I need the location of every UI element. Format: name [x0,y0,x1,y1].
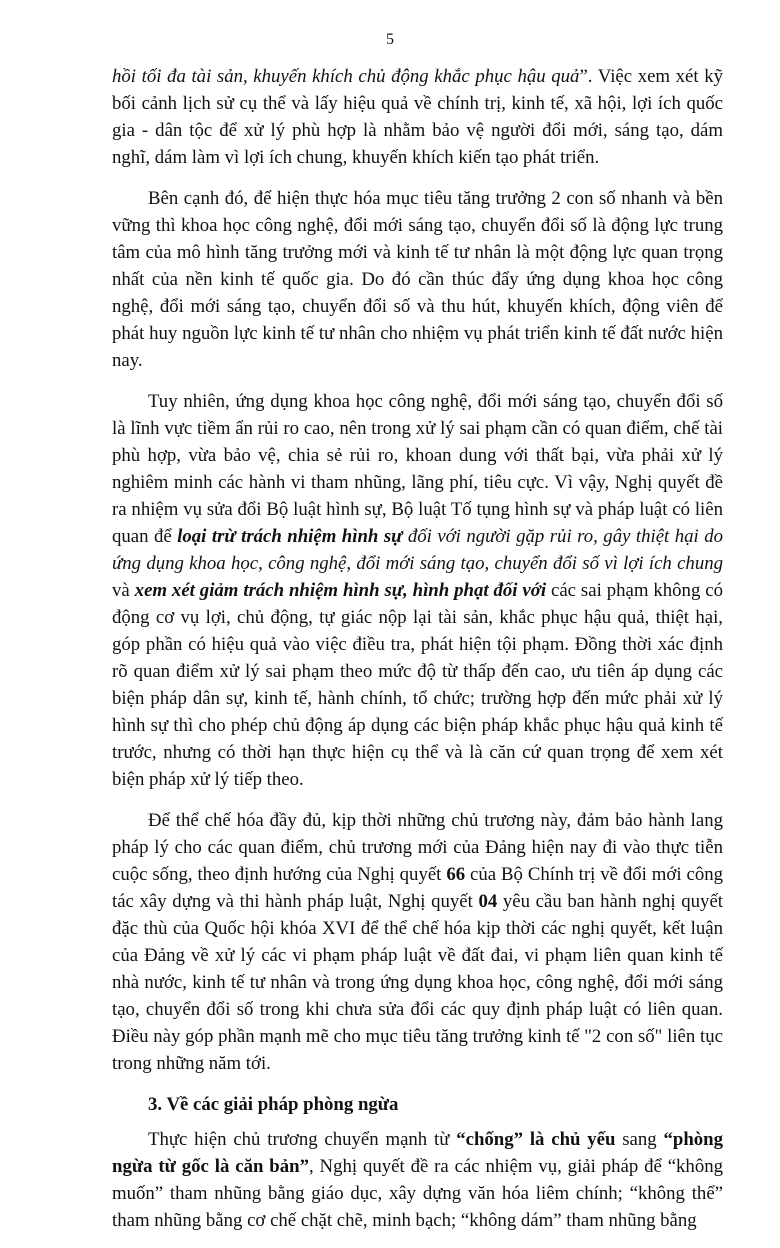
paragraph-5-text-2: sang [615,1129,664,1150]
paragraph-1-text: ”. Việc xem xét kỹ bối cảnh lịch sử cụ thể và lấy hiệu quả về chính trị, kinh tế, xã hội, lợi ích quốc gia - dân tộc để xử lý phù hợp là nhằm bảo vệ người đổi mới, sáng tạo, dám nghĩ, dám làm vì lợi ích chung, khuyến khích kiến tạo phát triển. [112,66,723,168]
paragraph-4-text-1: Để thể chế hóa đầy đủ, kịp thời những chủ trương này, đảm bảo hành lang pháp lý cho các quan điểm, chủ trương mới của Đảng hiện nay đi vào thực tiễn cuộc sống, theo định hướng của Nghị quyết [112,810,723,885]
paragraph-5-text-1: Thực hiện chủ trương chuyển mạnh từ [148,1129,457,1150]
paragraph-2: Bên cạnh đó, để hiện thực hóa mục tiêu tăng trưởng 2 con số nhanh và bền vững thì khoa học công nghệ, đổi mới sáng tạo, chuyển đổi số là động lực trung tâm của mô hình tăng trưởng mới và kinh tế tư nhân là một động lực quan trọng nhất của nền kinh tế quốc gia. Do đó cần thúc đẩy ứng dụng khoa học công nghệ, đổi mới sáng tạo, chuyển đổi số và thu hút, khuyến khích, động viên để phát huy nguồn lực kinh tế tư nhân cho nhiệm vụ phát triển kinh tế đất nước hiện nay. [112,188,723,371]
paragraph-5-bold-1: “chống” là chủ yếu [456,1129,616,1150]
section-heading-3: 3. Về các giải pháp phòng ngừa [148,1094,399,1115]
paragraph-4-text-3: yêu cầu ban hành nghị quyết đặc thù của Quốc hội khóa XVI để thể chế hóa kịp thời các nghị quyết, kết luận của Đảng về xử lý các vi phạm pháp luật về đất đai, vi phạm liên quan kinh tế nhà nước, kinh tế tư nhân và trong ứng dụng khoa học, công nghệ, đổi mới sáng tạo, chuyển đổi số trong khi chưa sửa đổi các quy định pháp luật có liên quan. Điều này góp phần mạnh mẽ cho mục tiêu tăng trưởng kinh tế "2 con số" liên tục trong những năm tới. [112,891,724,1074]
page-number: 5 [386,31,394,48]
paragraph-3-text-2: và [112,580,135,601]
paragraph-1 [112,63,723,171]
paragraph-4-bold-2: 04 [478,891,498,912]
paragraph-5-bold-2: “phòng ngừa từ gốc là căn bản” [112,1129,723,1177]
paragraph-5 [112,1126,723,1234]
paragraph-3-text-3: các sai phạm không có động cơ vụ lợi, chủ động, tự giác nộp lại tài sản, khắc phục hậu quả, thiệt hại, góp phần có hiệu quả vào việc điều tra, phát hiện tội phạm. Đồng thời xác định rõ quan điểm xử lý sai phạm theo mức độ từ thấp đến cao, ưu tiên áp dụng các biện pháp dân sự, kinh tế, hành chính, tổ chức; trường hợp đến mức phải xử lý hình sự thì cho phép chủ động áp dụng các biện pháp khắc phục hậu quả kinh tế trước, nhưng có thời hạn thực hiện cụ thể và là căn cứ quan trọng để xem xét biện pháp xử lý tiếp theo. [112,580,723,790]
paragraph-3 [112,388,723,793]
paragraph-4-text-2: của Bộ Chính trị về đổi mới công tác xây dựng và thi hành pháp luật, Nghị quyết [112,864,723,912]
paragraph-4 [112,807,723,1077]
paragraph-5-text-3: , Nghị quyết đề ra các nhiệm vụ, giải pháp để “không muốn” tham nhũng bằng giáo dục, xây dựng văn hóa liêm chính; “không thể” tham nhũng bằng cơ chế chặt chẽ, minh bạch; “không dám” tham nhũng bằng [112,1156,723,1231]
paragraph-3-italic-1: đối với người gặp rủi ro, gây thiệt hại do ứng dụng khoa học, công nghệ, đổi mới sáng tạo, chuyển đổi số vì lợi ích chung [112,526,723,574]
paragraph-3-text-1: Tuy nhiên, ứng dụng khoa học công nghệ, đổi mới sáng tạo, chuyển đổi số là lĩnh vực tiềm ẩn rủi ro cao, nên trong xử lý sai phạm cần có quan điểm, chế tài phù hợp, vừa bảo vệ, chia sẻ rủi ro, khoan dung với thất bại, vừa phải xử lý nghiêm minh các hành vi tham nhũng, lãng phí, tiêu cực. Vì vậy, Nghị quyết đề ra nhiệm vụ sửa đổi Bộ luật hình sự, Bộ luật Tố tụng hình sự và pháp luật có liên quan để [112,391,723,547]
body-text [112,63,723,1248]
paragraph-1-italic: hồi tối đa tài sản, khuyến khích chủ động khắc phục hậu quả [112,66,580,87]
paragraph-3-bold-italic-2: xem xét giảm trách nhiệm hình sự, hình phạt đối với [134,580,547,601]
paragraph-3-bold-italic-1: loại trừ trách nhiệm hình sự [177,526,403,547]
paragraph-4-bold-1: 66 [446,864,466,885]
